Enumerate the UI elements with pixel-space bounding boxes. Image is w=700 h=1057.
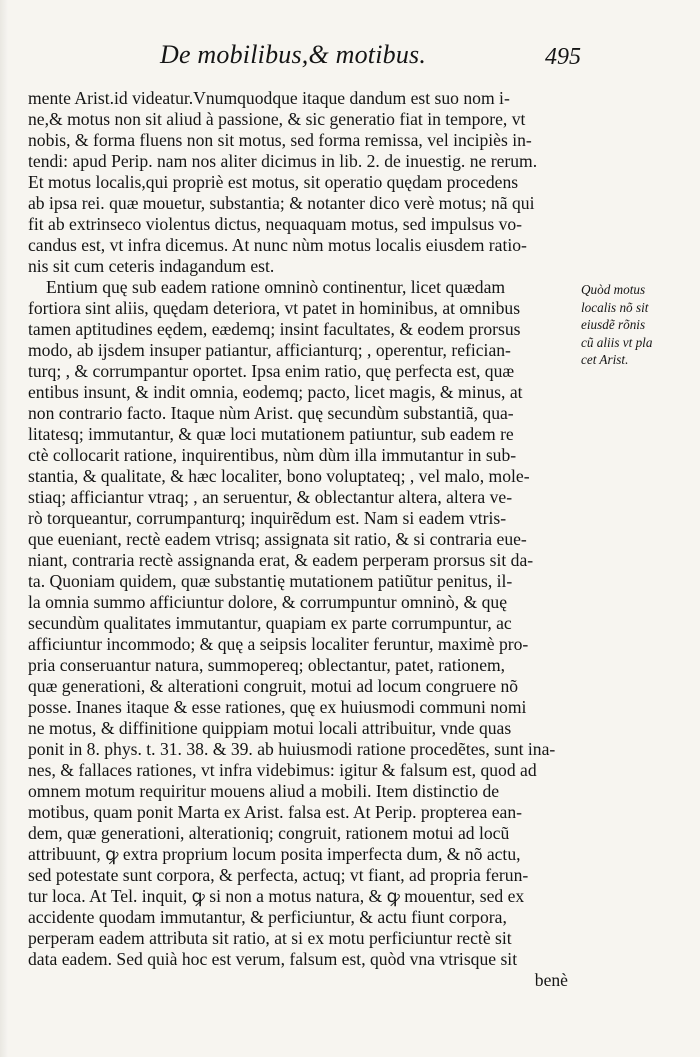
- text-line: afficiuntur incommodo; & quę a seipsis localiter feruntur, maximè pro-: [28, 634, 529, 654]
- text-line: stantia, & qualitate, & hæc localiter, bono voluptateq; , vel malo, mole-: [28, 466, 530, 486]
- text-line: nis sit cum ceteris indagandum est.: [28, 256, 275, 276]
- page-number: 495: [545, 44, 581, 70]
- page-header: [150, 40, 600, 82]
- text-line: litatesq; immutantur, & quæ loci mutationem patiuntur, sub eadem re: [28, 424, 514, 444]
- text-line: mente Arist.id videatur.Vnumquodque itaque dandum est suo nom i-: [28, 88, 510, 108]
- body-text: [28, 88, 576, 991]
- text-line: tendi: apud Perip. nam nos aliter dicimus in lib. 2. de inuestig. ne rerum.: [28, 151, 538, 171]
- text-line: tur loca. At Tel. inquit, ꝙ si non a motus natura, & ꝙ mouentur, sed ex: [28, 886, 525, 906]
- text-line: perperam eadem attributa sit ratio, at si ex motu perficiuntur rectè sit: [28, 928, 512, 948]
- text-line: nobis, & forma fluens non sit motus, sed forma remissa, vel incipiès in-: [28, 130, 532, 150]
- text-line: motibus, quam ponit Marta ex Arist. falsa est. At Perip. propterea ean-: [28, 802, 522, 822]
- text-line: ponit in 8. phys. t. 31. 38. & 39. ab huiusmodi ratione procedẽtes, sunt ina-: [28, 739, 556, 759]
- text-line: posse. Inanes itaque & esse rationes, quę ex huiusmodi communi nomi: [28, 697, 527, 717]
- text-line: la omnia summo afficiuntur dolore, & corrumpuntur omninò, & quę: [28, 592, 508, 612]
- paragraph-start-line: Entium quę sub eadem ratione omninò continentur, licet quædam: [46, 277, 506, 297]
- text-line: nes, & fallaces rationes, vt infra videbimus: igitur & falsum est, quod ad: [28, 760, 537, 780]
- text-line: dem, quæ generationi, alterationiq; congruit, rationem motui ad locũ: [28, 823, 510, 843]
- text-line: ctè collocarit ratione, inquirentibus, nùm dùm illa immutantur in sub-: [28, 445, 517, 465]
- text-line: modo, ab ijsdem insuper patiantur, afficianturq; , operentur, refician-: [28, 340, 511, 360]
- catchword: benè: [534, 970, 568, 990]
- text-line: ne,& motus non sit aliud à passione, & sic generatio fiat in tempore, vt: [28, 109, 526, 129]
- text-line: candus est, vt infra dicemus. At nunc nùm motus localis eiusdem ratio-: [28, 235, 527, 255]
- text-line: data eadem. Sed quià hoc est verum, falsum est, quòd vna vtrisque sit: [28, 949, 518, 969]
- text-line: ab ipsa rei. quæ mouetur, substantia; & notanter dico verè motus; nã qui: [28, 193, 535, 213]
- text-line: que eueniant, rectè eadem vtrisq; assignata sit ratio, & si contraria eue-: [28, 529, 527, 549]
- text-line: non contrario facto. Itaque nùm Arist. quę secundùm substantiã, qua-: [28, 403, 514, 423]
- text-line: rò torqueantur, corrumpanturq; inquirẽdum est. Nam si eadem vtris-: [28, 508, 507, 528]
- margin-note-line: eiusdẽ rõnis: [581, 317, 646, 332]
- margin-note-line: localis nõ sit: [581, 299, 649, 315]
- text-line: niant, contraria rectè assignanda erat, & eadem perperam prorsus sit da-: [28, 550, 534, 570]
- text-line: accidente quodam immutantur, & perficiuntur, & actu fiunt corpora,: [28, 907, 507, 927]
- text-line: attribuunt, ꝙ extra proprium locum posita imperfecta dum, & nõ actu,: [28, 844, 521, 864]
- text-line: omnem motum requiritur mouens aliud a mobili. Item distinctio de: [28, 781, 500, 801]
- text-line: tamen aptitudines eędem, eædemq; insint facultates, & eodem prorsus: [28, 319, 521, 339]
- text-line: fit ab extrinseco violentus dictus, nequaquam motus, sed impulsus vo-: [28, 214, 523, 234]
- text-line: secundùm qualitates immutantur, quapiam ex parte corrumpuntur, ac: [28, 613, 512, 633]
- text-line: ta. Quoniam quidem, quæ substantię mutationem patiũtur penitus, il-: [28, 571, 513, 591]
- margin-note: [581, 281, 699, 369]
- text-line: entibus insunt, & indit omnia, eodemq; pacto, licet magis, & minus, at: [28, 382, 523, 402]
- text-line: ne motus, & diffinitione quippiam motui locali attribuitur, vnde quas: [28, 718, 512, 738]
- margin-note-line: cũ aliis vt pla: [581, 334, 653, 350]
- text-line: pria conseruantur natura, summopereq; oblectantur, patet, rationem,: [28, 655, 506, 675]
- text-line: turq; , & corrumpantur oportet. Ipsa enim ratio, quę perfecta est, quæ: [28, 361, 515, 381]
- page-gutter-shadow: [0, 0, 8, 1057]
- running-title: De mobilibus,& motibus.: [160, 40, 427, 69]
- text-line: fortiora sint aliis, quędam deteriora, vt patet in hominibus, at omnibus: [28, 298, 521, 318]
- text-line: Et motus localis,qui propriè est motus, sit operatio quędam procedens: [28, 172, 519, 192]
- margin-note-line: cet Arist.: [581, 352, 629, 367]
- text-line: stiaq; afficiantur vtraq; , an seruentur, & oblectantur altera, altera ve-: [28, 487, 513, 507]
- text-line: quæ generationi, & alterationi congruit, motui ad locum congruere nõ: [28, 676, 519, 696]
- text-line: sed potestate sunt corpora, & perfecta, actuq; vt fiant, ad propria ferun-: [28, 865, 529, 885]
- margin-note-line: Quòd motus: [581, 282, 646, 297]
